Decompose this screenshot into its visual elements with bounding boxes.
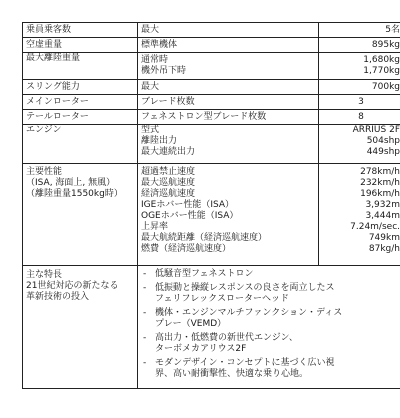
item-line: 経済巡航速度 xyxy=(141,189,196,199)
row-items xyxy=(138,164,319,266)
row-item: 最大 xyxy=(138,23,319,38)
item-line: 最大航続距離（経済巡航速度） xyxy=(141,233,268,243)
bullet-dash: - xyxy=(143,283,147,293)
row-crew xyxy=(23,23,400,38)
value-line: 232km/h xyxy=(360,178,400,188)
item-line: 離陸出力 xyxy=(141,136,178,146)
item-line: 最大連続出力 xyxy=(141,147,196,157)
row-values xyxy=(319,53,400,80)
row-label: エンジン xyxy=(23,125,138,164)
label-line: 主要性能 xyxy=(26,167,63,177)
feature-item: - 低騒音型フェネストロン xyxy=(143,269,254,279)
row-item: 標準機体 xyxy=(138,38,319,53)
feature-item: - 低振動と操縦レスポンスの良さを両立したス フェリフレックスローターヘッド xyxy=(143,283,335,304)
feature-item: - モダンデザイン・コンセプトに基づく広い視 界、高い耐衝撃性、快適な乗り心地。 xyxy=(143,358,335,379)
label-line: 21世紀対応の新たなる xyxy=(26,281,119,291)
row-value: 3 xyxy=(319,95,400,110)
value-line: 504shp xyxy=(366,136,400,146)
item-line: OGEホバー性能（ISA） xyxy=(141,211,239,221)
value-line: 1,770kg xyxy=(363,66,400,76)
feature-item: - 高出力・低燃費の新世代エンジン、 ターボメカアリウス2F xyxy=(143,333,298,354)
value-line: 87kg/h xyxy=(368,244,400,254)
row-sling xyxy=(23,80,400,95)
bullet-dash: - xyxy=(143,333,147,343)
item-line: 燃費（経済巡航速度） xyxy=(141,244,232,254)
bullet-dash: - xyxy=(143,308,147,318)
row-value: 895kg xyxy=(319,38,400,53)
row-item: ブレード枚数 xyxy=(138,95,319,110)
value-line: 1,680kg xyxy=(363,55,400,65)
row-performance xyxy=(23,164,400,266)
row-label-block xyxy=(23,164,138,266)
value-line: ARRIUS 2F xyxy=(352,125,400,135)
value-line: 3,444m xyxy=(365,211,400,221)
row-label: テールローター xyxy=(23,110,138,125)
row-item: 最大 xyxy=(138,80,319,95)
row-items xyxy=(138,53,319,80)
row-values xyxy=(319,164,400,266)
row-empty-weight xyxy=(23,38,400,53)
item-line: IGEホバー性能（ISA） xyxy=(141,200,235,210)
row-item: フェネストロン型ブレード枚数 xyxy=(138,110,319,125)
feature-list xyxy=(138,266,400,389)
label-line: （離陸重量1550kg時） xyxy=(26,189,123,199)
row-values xyxy=(319,125,400,164)
item-line: 型式 xyxy=(141,125,160,135)
value-line: 278km/h xyxy=(360,167,400,177)
value-line: 749km xyxy=(368,233,400,243)
value-line: 7.24m/sec. xyxy=(350,222,400,232)
value-line: 196km/h xyxy=(360,189,400,199)
item-line: 通常時 xyxy=(141,55,169,65)
label-line: （ISA, 海面上, 無風） xyxy=(26,178,116,188)
row-label-block xyxy=(23,266,138,389)
spec-table xyxy=(22,22,400,389)
item-line: 機外吊下時 xyxy=(141,66,187,76)
row-value: 5名 xyxy=(319,23,400,38)
bullet-dash: - xyxy=(143,358,147,368)
row-label: スリング能力 xyxy=(23,80,138,95)
row-features xyxy=(23,266,400,389)
label-line: 主な特長 xyxy=(26,270,63,280)
row-label: 空虚重量 xyxy=(23,38,138,53)
row-mtow xyxy=(23,53,400,80)
row-value: 8 xyxy=(319,110,400,125)
value-line: 449shp xyxy=(366,147,400,157)
row-value: 700kg xyxy=(319,80,400,95)
feature-item: - 機体・エンジンマルチファンクション・ディス プレー（VEMD） xyxy=(143,308,343,329)
bullet-dash: - xyxy=(143,269,147,279)
row-tail-rotor xyxy=(23,110,400,125)
item-line: 上昇率 xyxy=(141,222,169,232)
row-items xyxy=(138,125,319,164)
row-label: 乗員乗客数 xyxy=(23,23,138,38)
row-main-rotor xyxy=(23,95,400,110)
row-label: メインローター xyxy=(23,95,138,110)
item-line: 超過禁止速度 xyxy=(141,167,196,177)
item-line: 最大巡航速度 xyxy=(141,178,196,188)
row-label: 最大離陸重量 xyxy=(23,53,138,80)
row-engine xyxy=(23,125,400,164)
value-line: 3,932m xyxy=(365,200,400,210)
label-line: 革新技術の投入 xyxy=(26,292,90,302)
